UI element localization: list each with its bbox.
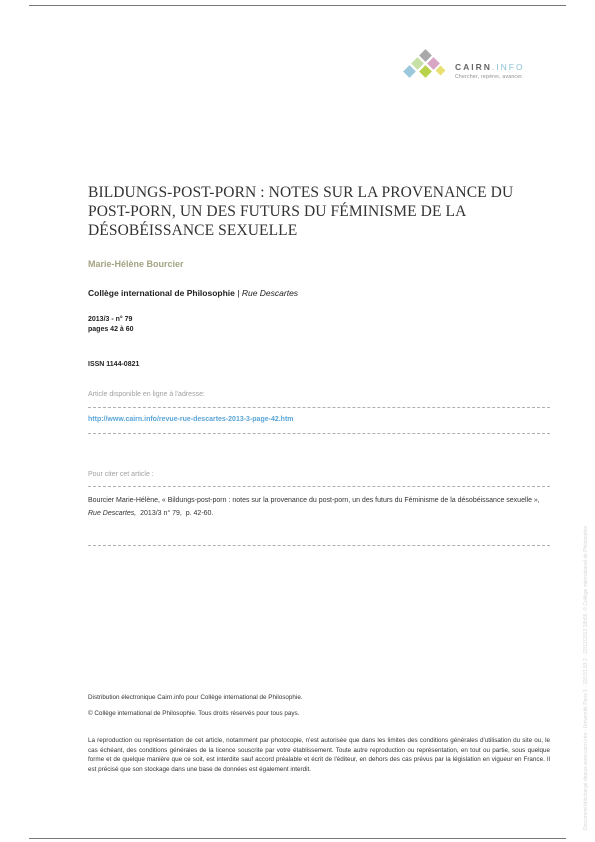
distribution-note: Distribution électronique Cairn.info pour Collège international de Philosophie. xyxy=(88,694,303,701)
journal-name: Rue Descartes xyxy=(241,288,299,298)
legal-notice: La reproduction ou représentation de cet article, notamment par photocopie, n'est autorisée que dans les limites des conditions générales d'utilisation du site ou, le cas échéant, des conditions générales de la licence souscrite par votre établissement. Toute autre reproduction ou représentation, en tout ou partie, sous quelque forme et de quelque manière que ce soit, est interdite sauf accord préalable et écrit de l'éditeur, en dehors des cas prévus par la législation en vigueur en France. Il est précisé que son stockage dans une base de données est également interdit. xyxy=(88,737,550,773)
logo-square-light-green xyxy=(411,57,424,70)
logo-square-gray xyxy=(419,49,432,62)
publisher-name: Collège international de Philosophie xyxy=(88,288,235,298)
copyright-note: © Collège international de Philosophie. Tous droits réservés pour tous pays. xyxy=(88,710,300,717)
cairn-logo-icon xyxy=(398,48,450,84)
divider xyxy=(88,433,550,434)
logo-brand: CAIRN xyxy=(455,62,492,72)
bottom-rule xyxy=(29,838,566,839)
issue-number: 2013/3 - n° 79 xyxy=(88,316,133,323)
logo-square-green xyxy=(419,65,432,78)
publisher-separator: | xyxy=(234,288,242,298)
logo-brand-suffix: .INFO xyxy=(491,62,525,72)
divider xyxy=(88,545,550,546)
download-watermark: Document téléchargé depuis www.cairn.info - Université Paris 1 - 193.51.83.2 - 22/12/2013 18h56. © Collège international de Philosophie xyxy=(583,525,589,830)
availability-label: Article disponible en ligne à l'adresse: xyxy=(88,391,205,398)
logo-square-yellow xyxy=(436,66,446,76)
citation-details: 2013/3 n° 79, p. 42-60. xyxy=(136,510,214,517)
issue-info xyxy=(88,315,134,335)
logo-wordmark xyxy=(455,62,525,72)
distribution-block xyxy=(88,690,303,722)
issn: ISSN 1144-0821 xyxy=(88,361,140,368)
citation-source xyxy=(88,507,550,520)
citation-journal: Rue Descartes, xyxy=(88,510,137,517)
logo-square-blue xyxy=(403,65,416,78)
page-range: pages 42 à 60 xyxy=(88,326,134,333)
article-title: BILDUNGS-POST-PORN : NOTES SUR LA PROVENANCE DU POST-PORN, UN DES FUTURS DU FÉMINISME DE LA DÉSOBÉISSANCE SEXUELLE xyxy=(88,184,514,239)
citation-label: Pour citer cet article : xyxy=(88,471,154,478)
citation-block xyxy=(88,494,550,520)
logo-tagline: Chercher, repérer, avancer. xyxy=(455,74,524,80)
divider xyxy=(88,407,550,408)
top-rule xyxy=(29,5,566,6)
article-author: Marie-Hélène Bourcier xyxy=(88,259,184,269)
divider xyxy=(88,486,550,487)
article-url-link[interactable]: http://www.cairn.info/revue-rue-descartes-2013-3-page-42.htm xyxy=(88,416,294,423)
citation-text: Bourcier Marie-Hélène, « Bildungs-post-porn : notes sur la provenance du post-porn, un des futurs du Féminisme de la désobéissance sexuelle », xyxy=(88,497,540,504)
publisher-line xyxy=(88,288,298,298)
logo-square-pink xyxy=(427,57,440,70)
